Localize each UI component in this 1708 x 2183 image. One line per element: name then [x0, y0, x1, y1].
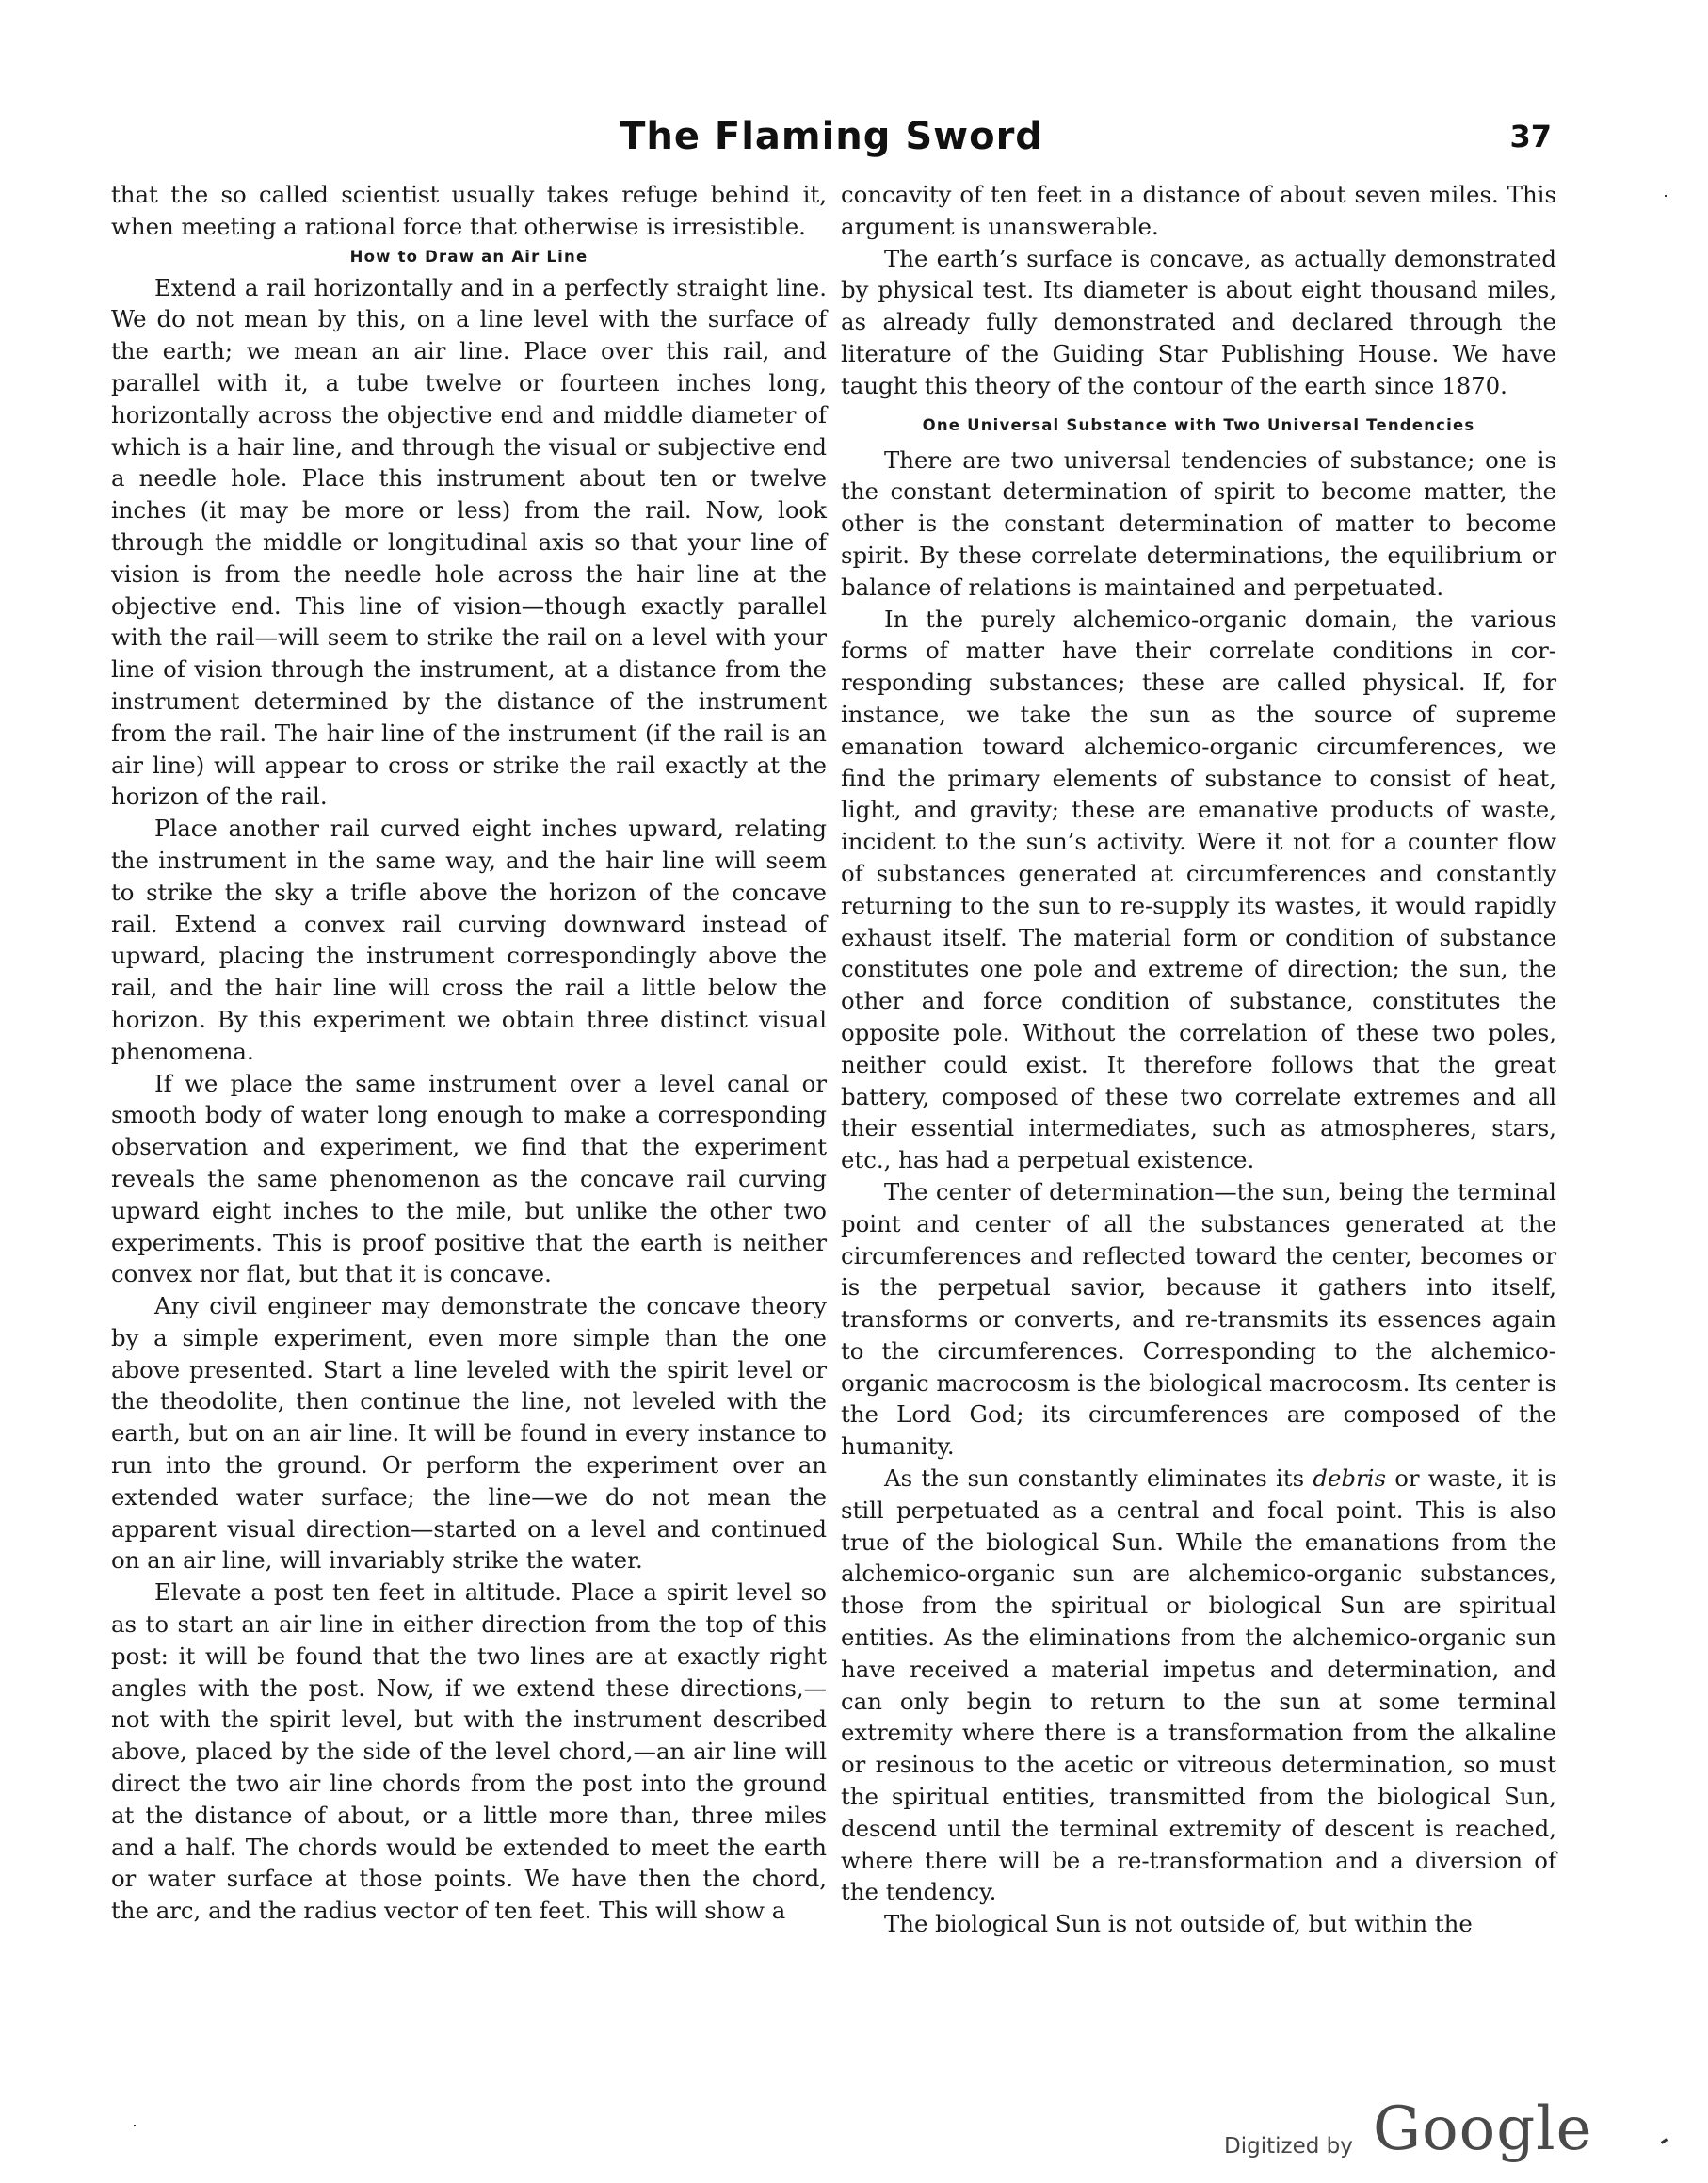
paragraph: The center of determination—the sun, being the terminal point and center of all the substances generated at the circumferences and reflected toward the center, becomes or is the perpetual savior, because it gathers into itself, transforms or converts, and re-transmits its essences again to the circumferences. Corresponding to the alchemico-organic macrocosm is the biological macrocosm. Its center is the Lord God; its circumferences are composed of the humanity.: [841, 1177, 1556, 1461]
scan-speck: [1661, 2138, 1668, 2143]
text-run: or waste, it is still perpetuated as a central and focal point. This is also true of the biological Sun. While the emanations from the alchemico-organic sun are alchemico-organic substances, those from the spiritual or biological Sun are spiritual entities. As the eliminations from the alchemico-organic sun have received a material impetus and determination, and can only begin to return to the sun at some terminal extremity where there is a transformation from the alkaline or resinous to the acetic or vitreous determination, so must the spiritual entities, transmitted from the biological Sun, descend until the terminal extremity of descent is reached, where there will be a re-transformation and a diversion of the tendency.: [841, 1464, 1556, 1906]
paragraph: concavity of ten feet in a distance of about seven miles. This argument is unanswerable.: [841, 181, 1556, 240]
digitized-by-label: Digitized by: [1224, 2134, 1353, 2159]
paragraph: The biological Sun is not outside of, but within the: [884, 1910, 1473, 1938]
page-number: 37: [1509, 119, 1552, 154]
digitized-watermark: [1224, 2096, 1619, 2172]
journal-title: The Flaming Sword: [620, 115, 1043, 158]
paragraph: If we place the same instrument over a level canal or smooth body of water long enough to make a corresponding observation and experiment, we find that the experiment reveals the same phenomenon as the concave rail curving upward eight inches to the mile, but unlike the other two experiments. This is proof positive that the earth is neither convex nor flat, but that it is concave.: [111, 1069, 827, 1288]
scan-speck: [134, 2125, 136, 2126]
left-column: [111, 179, 827, 1927]
paragraph: [841, 1463, 1556, 1908]
section-heading-universal-substance: One Universal Substance with Two Universal Tendencies: [922, 415, 1475, 434]
paragraph: Elevate a post ten feet in altitude. Place a spirit level so as to start an air line in either direction from the top of this post: it will be found that the two lines are at exactly right angles with the post. Now, if we extend these directions,—not with the spirit level, but with the instrument described above, placed by the side of the level chord,—an air line will direct the two air line chords from the post into the ground at the distance of about, or a little more than, three miles and a half. The chords would be extended to meet the earth or water surface at those points. We have then the chord, the arc, and the radius vector of ten feet. This will show a: [111, 1578, 827, 1925]
paragraph: The earth’s surface is concave, as actually demonstrated by physical test. Its diameter is about eight thousand miles, as already fully demonstrated and declared through the literature of the Guiding Star Publishing House. We have taught this theory of the contour of the earth since 1870.: [841, 244, 1556, 399]
paragraph: that the so called scientist usually takes refuge behind it, when meeting a rational force that otherwise is irresistible.: [111, 181, 827, 240]
text-run: As the sun constantly eliminates its: [884, 1464, 1313, 1493]
paragraph: Any civil engineer may demonstrate the concave theory by a simple experiment, even more simple than the one above presented. Start a line leveled with the spirit level or the theodolite, then continue the line, not leveled with the earth, but on an air line. It will be found in every instance to run into the ground. Or perform the experiment over an extended water surface; the line—we do not mean the apparent visual direction—started on a level and continued on an air line, will invariably strike the water.: [111, 1292, 827, 1575]
paragraph: Place another rail curved eight inches upward, relating the instrument in the same way, and the hair line will seem to strike the sky a trifle above the horizon of the concave rail. Extend a convex rail curving downward instead of upward, placing the instrument correspondingly above the rail, and the hair line will cross the rail a little below the horizon. By this experiment we obtain three distinct visual phenomena.: [111, 815, 827, 1065]
paragraph: Extend a rail horizontally and in a perfectly straight line. We do not mean by this, on a line level with the surface of the earth; we mean an air line. Place over this rail, and parallel with it, a tube twelve or fourteen inches long, horizontally across the objective end and middle diameter of which is a hair line, and through the visual or subjective end a needle hole. Place this instrument about ten or twelve inches (it may be more or less) from the rail. Now, look through the middle or longitudinal axis so that your line of vision is from the needle hole across the hair line at the objective end. This line of vision—though exactly parallel with the rail—will seem to strike the rail on a level with your line of vision through the instrument, at a distance from the instrument determined by the distance of the instrument from the rail. The hair line of the instrument (if the rail is an air line) will appear to cross or strike the rail exactly at the horizon of the rail.: [111, 273, 827, 811]
paragraph: In the purely alchemico-organic domain, the various forms of matter have their correlate conditions in corresponding substances; these are called physical. If, for instance, we take the sun as the source of supreme emanation toward alchemico-organic circumferences, we find the primary elements of substance to consist of heat, light, and gravity; these are emanative products of waste, incident to the sun’s activity. Were it not for a counter flow of substances generated at circumferences and constantly returning to the sun to re-supply its wastes, it would rapidly exhaust itself. The material form or condition of substance constitutes one pole and extreme of direction; the sun, the other and force condition of substance, constitutes the opposite pole. Without the correlation of these two poles, neither could exist. It therefore follows that the great battery, composed of these two correlate extremes and all their essential intermediates, such as atmospheres, stars, etc., has had a perpetual existence.: [841, 605, 1556, 1174]
italic-word: debris: [1313, 1464, 1386, 1493]
paragraph: There are two universal tendencies of substance; one is the constant determination of spirit to become matter, the other is the constant determination of matter to become spirit. By these correlate determinations, the equilibrium or balance of relations is maintained and perpetuated.: [841, 445, 1556, 601]
running-header: [111, 115, 1552, 171]
google-logo: Google: [1373, 2094, 1593, 2164]
scan-speck: [1665, 195, 1667, 197]
right-column: [841, 179, 1556, 1940]
section-heading-air-line: How to Draw an Air Line: [349, 247, 588, 266]
